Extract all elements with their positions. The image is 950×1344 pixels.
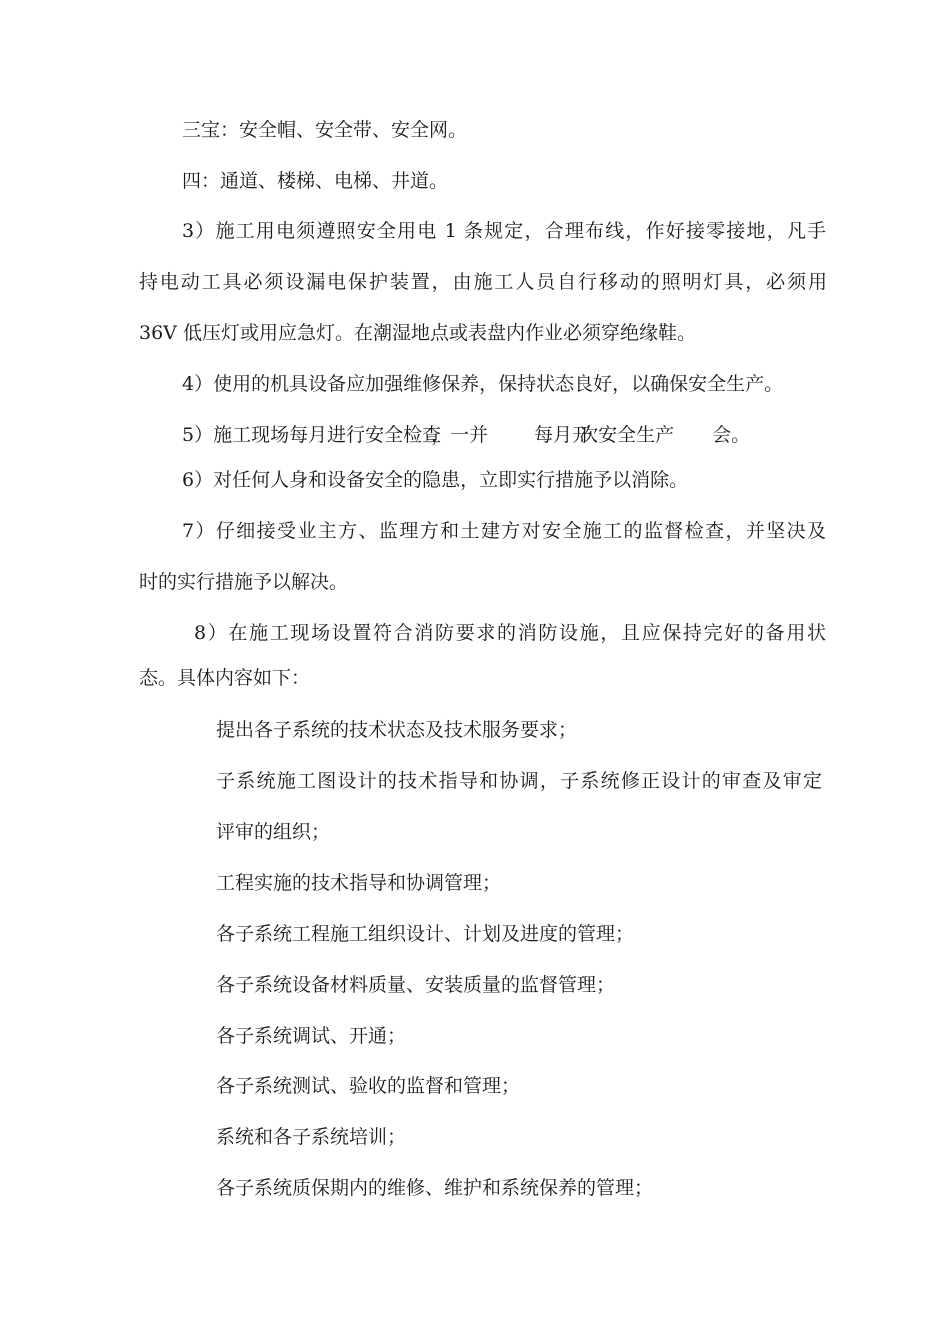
list-item-1: 提出各子系统的技术状态及技术服务要求； xyxy=(216,719,578,741)
list-item-4: 各子系统工程施工组织设计、计划及进度的管理； xyxy=(216,923,635,945)
paragraph-5-part-b: ，一并 xyxy=(431,424,489,446)
paragraph-3-line-2: 持电动工具必须设漏电保护装置，由施工人员自行移动的照明灯具，必须用 xyxy=(139,271,827,293)
paragraph-3-line-3: 36V 低压灯或用应急灯。在潮湿地点或表盘内作业必须穿绝缘鞋。 xyxy=(139,322,696,344)
paragraph-three-treasures: 三宝：安全帽、安全带、安全网。 xyxy=(182,119,468,141)
paragraph-3-line-1: 3）施工用电须遵照安全用电 1 条规定，合理布线，作好接零接地，凡手 xyxy=(182,220,826,242)
paragraph-5 xyxy=(182,422,750,448)
paragraph-5-part-c: 每月开 xyxy=(534,424,592,446)
paragraph-7-line-1: 7）仔细接受业主方、监理方和土建方对安全施工的监督检查，并坚决及 xyxy=(182,520,826,542)
list-item-2-line-2: 评审的组织； xyxy=(216,821,331,843)
list-item-3: 工程实施的技术指导和协调管理； xyxy=(216,872,502,894)
paragraph-5-part-e: 会。 xyxy=(712,424,751,446)
list-item-7: 各子系统测试、验收的监督和管理； xyxy=(216,1075,521,1097)
paragraph-7-line-2: 时的实行措施予以解决。 xyxy=(139,571,349,593)
list-item-2-line-1: 子系统施工图设计的技术指导和协调，子系统修正设计的审查及审定 xyxy=(216,770,822,792)
paragraph-5-part-a: 5）施工现场每月进行安全检查 xyxy=(182,424,442,446)
paragraph-8-line-1: 8）在施工现场设置符合消防要求的消防设施，且应保持完好的备用状 xyxy=(194,622,826,644)
list-item-5: 各子系统设备材料质量、安装质量的监督管理； xyxy=(216,974,616,996)
list-item-6: 各子系统调试、开通； xyxy=(216,1025,407,1047)
paragraph-8-line-2: 态。具体内容如下： xyxy=(139,667,311,689)
paragraph-5-part-d: 次安全生产 xyxy=(579,424,675,446)
list-item-9: 各子系统质保期内的维修、维护和系统保养的管理； xyxy=(216,1177,654,1199)
list-item-8: 系统和各子系统培训； xyxy=(216,1126,407,1148)
paragraph-four-openings: 四：通道、楼梯、电梯、井道。 xyxy=(182,170,449,192)
paragraph-6: 6）对任何人身和设备安全的隐患，立即实行措施予以消除。 xyxy=(182,469,689,491)
paragraph-4: 4）使用的机具设备应加强维修保养，保持状态良好，以确保安全生产。 xyxy=(182,373,784,395)
